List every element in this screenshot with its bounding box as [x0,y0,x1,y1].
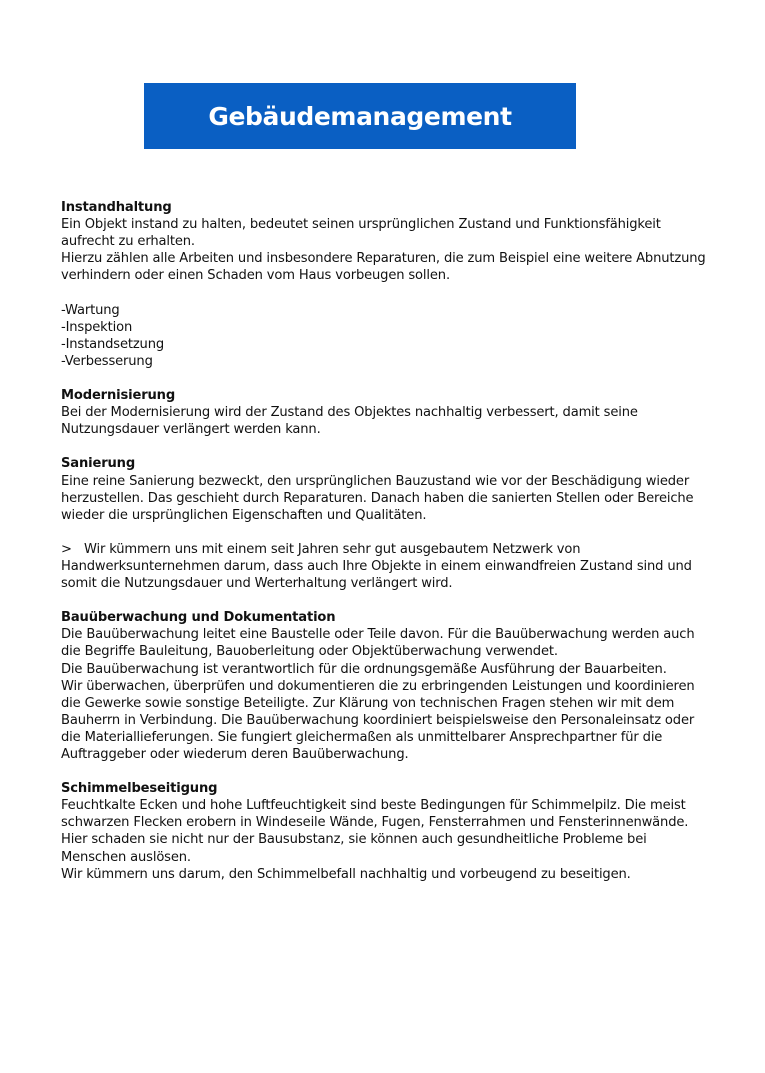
section-heading-sanierung: Sanierung [61,456,136,472]
spacer [61,592,706,609]
section-sanierung [61,455,706,523]
list-item: -Wartung [61,302,120,318]
spacer [61,370,706,387]
section-schimmelbeseitigung [61,780,706,883]
list-item: -Instandsetzung [61,336,165,352]
spacer [61,524,706,541]
paragraph-bauueberwachung-responsibility: Die Bauüberwachung ist verantwortlich für die ordnungsgemäße Ausführung der Bauarbeiten. [61,661,667,677]
section-heading-modernisierung: Modernisierung [61,388,176,404]
paragraph-bauueberwachung-definition: Die Bauüberwachung leitet eine Baustelle oder Teile davon. Für die Bauüberwachung werden auch die Begriffe Bauleitung, Bauoberleitung oder Objektüberwachung verwendet. [61,627,695,660]
spacer [61,284,706,301]
note-marker: > [61,541,72,557]
paragraph-bauueberwachung-services: Wir überwachen, überprüfen und dokumentieren die zu erbringenden Leistungen und koordinieren die Gewerke sowie sonstige Beteiligte. Zur Klärung von technischen Fragen stehen wir mit dem Bauherrn in Verbindung. Die Bauüberwachung koordiniert beispielsweise den Personaleinsatz oder die Materiallieferungen. Sie fungiert gleichermaßen als unmittelbarer Ansprechpartner für die Auftraggeber oder wiederum deren Bauüberwachung. [61,678,695,762]
section-heading-schimmelbeseitigung: Schimmelbeseitigung [61,781,218,797]
section-bauueberwachung [61,609,706,763]
paragraph-instandhaltung-definition: Ein Objekt instand zu halten, bedeutet seinen ursprünglichen Zustand und Funktionsfähigkeit aufrecht zu erhalten. [61,217,661,250]
section-note [61,541,706,592]
section-instandhaltung [61,199,706,370]
section-heading-bauueberwachung: Bauüberwachung und Dokumentation [61,610,336,626]
instandhaltung-list [61,302,706,370]
note-paragraph [61,541,706,592]
page-title: Gebäudemanagement [208,101,512,131]
document-body [61,199,706,883]
list-item: -Verbesserung [61,353,153,369]
spacer [61,438,706,455]
spacer [61,763,706,780]
section-heading-instandhaltung: Instandhaltung [61,200,172,215]
paragraph-instandhaltung-scope: Hierzu zählen alle Arbeiten und insbesondere Reparaturen, die zum Beispiel eine weitere Abnutzung verhindern oder einen Schaden vom Haus vorbeugen sollen. [61,251,706,284]
section-modernisierung [61,387,706,438]
paragraph-schimmel-problem: Feuchtkalte Ecken und hohe Luftfeuchtigkeit sind beste Bedingungen für Schimmelpilz. Die meist schwarzen Flecken erobern in Windeseile Wände, Fugen, Fensterrahmen und Fensterinnenwände. Hier schaden sie nicht nur der Bausubstanz, sie können auch gesundheitliche Probleme bei Menschen auslösen. [61,798,689,865]
paragraph-sanierung: Eine reine Sanierung bezweckt, den ursprünglichen Bauzustand wie vor der Beschädigung wieder herzustellen. Das geschieht durch Reparaturen. Danach haben die sanierten Stellen oder Bereiche wieder die ursprünglichen Eigenschaften und Qualitäten. [61,473,694,523]
note-text: Wir kümmern uns mit einem seit Jahren sehr gut ausgebautem Netzwerk von Handwerksunternehmen darum, dass auch Ihre Objekte in einem einwandfreien Zustand sind und somit die Nutzungsdauer und Werterhaltung verlängert wird. [61,541,692,592]
list-item: -Inspektion [61,319,133,335]
paragraph-modernisierung: Bei der Modernisierung wird der Zustand des Objektes nachhaltig verbessert, damit seine Nutzungsdauer verlängert werden kann. [61,405,638,438]
paragraph-schimmel-service: Wir kümmern uns darum, den Schimmelbefall nachhaltig und vorbeugend zu beseitigen. [61,866,631,882]
title-banner [144,83,576,149]
